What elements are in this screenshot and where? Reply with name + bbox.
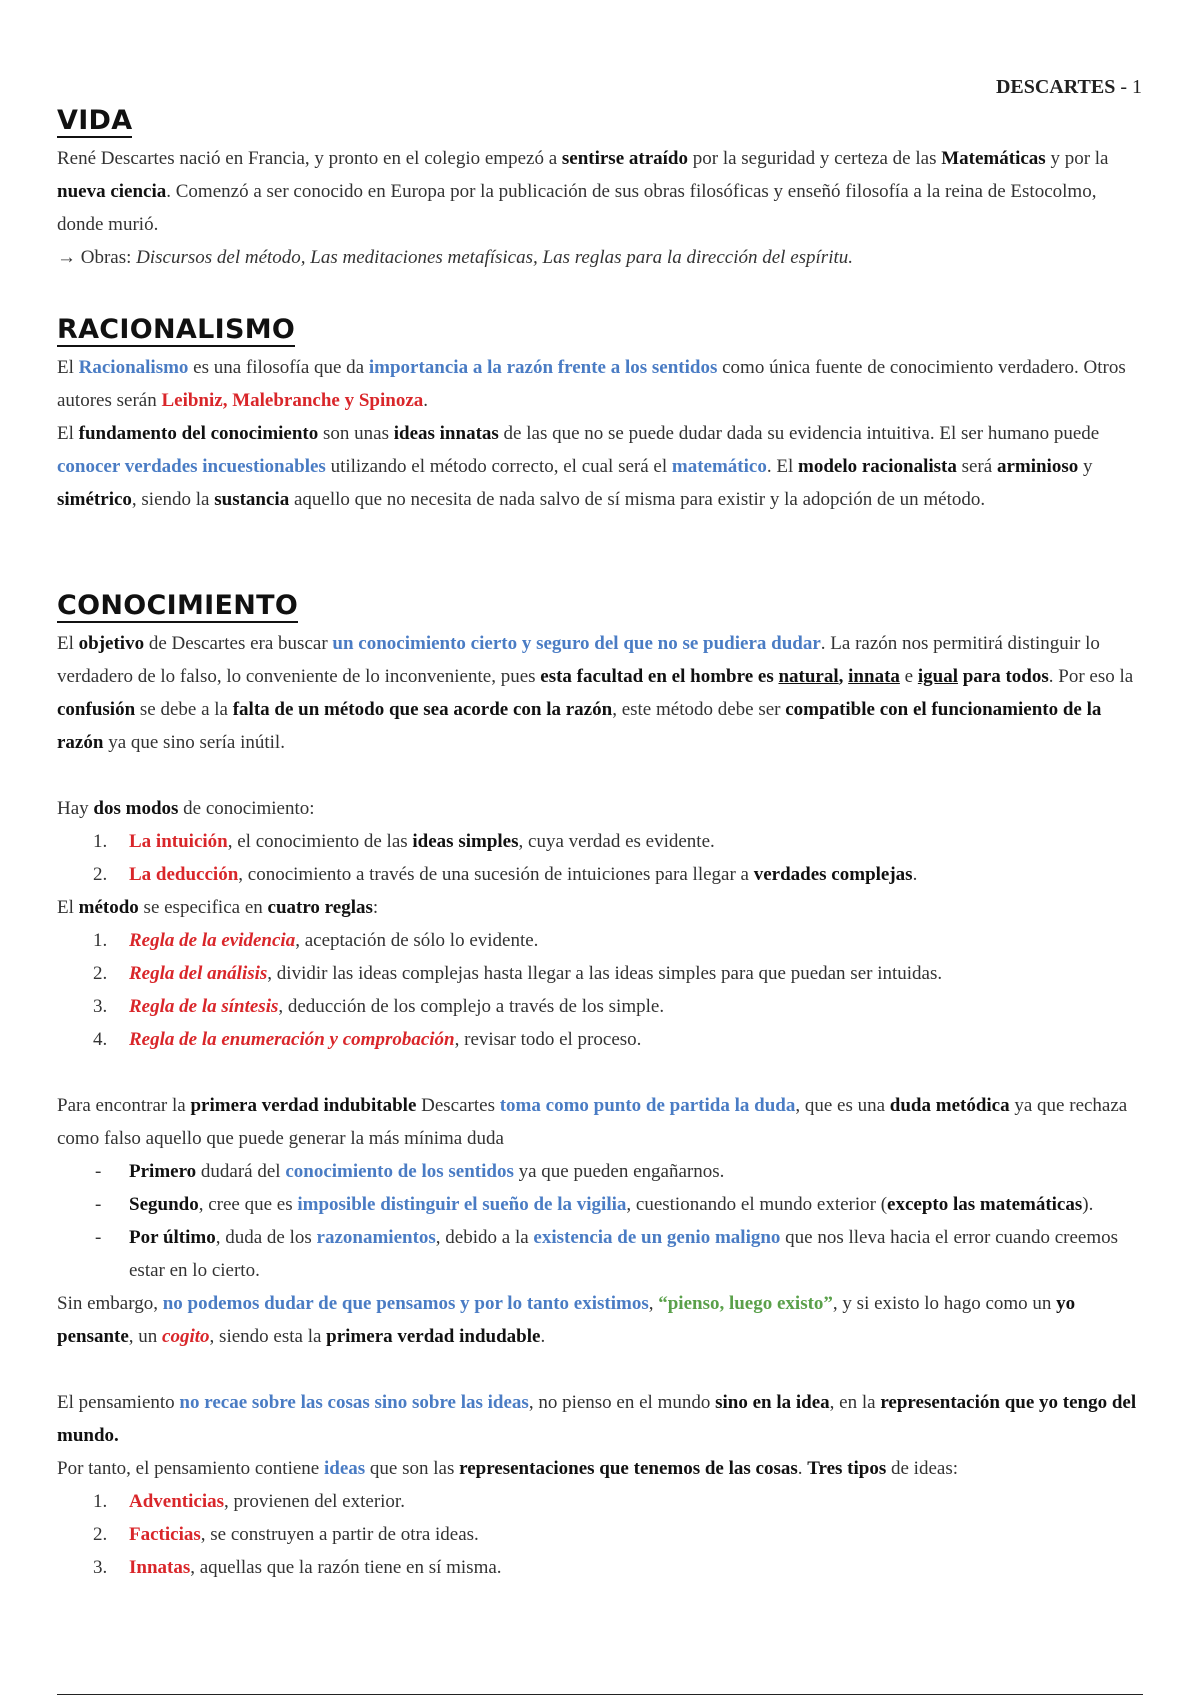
ideas-list: [57, 1485, 1143, 1584]
reglas-list: [57, 924, 1143, 1056]
pensamiento-paragraph: El pensamiento no recae sobre las cosas sino sobre las ideas, no pienso en el mundo sino en la idea, en la representación que yo tengo del mundo.: [57, 1392, 1137, 1446]
section-title-conocimiento: CONOCIMIENTO: [57, 590, 299, 621]
section-conocimiento: [57, 591, 1143, 1584]
racionalismo-paragraph-1: El Racionalismo es una filosofía que da importancia a la razón frente a los sentidos como única fuente de conocimiento verdadero. Otros autores serán Leibniz, Malebranche y Spinoza.: [57, 357, 1126, 411]
list-item: 2. Regla del análisis, dividir las ideas complejas hasta llegar a las ideas simples para que puedan ser intuidas.: [93, 963, 943, 984]
list-item: 3. Regla de la síntesis, deducción de los complejo a través de los simple.: [93, 996, 665, 1017]
ideas-paragraph: Por tanto, el pensamiento contiene ideas que son las representaciones que tenemos de las cosas. Tres tipos de ideas:: [57, 1458, 959, 1479]
list-item: 1. La intuición, el conocimiento de las ideas simples, cuya verdad es evidente.: [93, 831, 715, 852]
list-item: - Por último, duda de los razonamientos, debido a la existencia de un genio maligno que nos lleva hacia el error cuando creemos estar en lo cierto.: [95, 1227, 1119, 1281]
list-item: 3. Innatas, aquellas que la razón tiene en sí misma.: [93, 1557, 502, 1578]
vida-obras: → Obras: Discursos del método, Las meditaciones metafísicas, Las reglas para la dirección del espíritu.: [57, 247, 854, 268]
section-title-vida: VIDA: [57, 105, 133, 136]
section-racionalismo: [57, 315, 1143, 516]
modos-intro: Hay dos modos de conocimiento:: [57, 798, 315, 819]
conocimiento-paragraph-1: El objetivo de Descartes era buscar un conocimiento cierto y seguro del que no se pudiera dudar. La razón nos permitirá distinguir lo verdadero de lo falso, lo conveniente de lo inconveniente, pues esta facultad en el hombre es natural, innata e igual para todos. Por eso la confusión se debe a la falta de un método que sea acorde con la razón, este método debe ser compatible con el funcionamiento de la razón ya que sino sería inútil.: [57, 633, 1134, 753]
duda-paragraph: Para encontrar la primera verdad indubitable Descartes toma como punto de partida la duda, que es una duda metódica ya que rechaza como falso aquello que puede generar la más mínima duda: [57, 1095, 1128, 1149]
list-item: 2. La deducción, conocimiento a través de una sucesión de intuiciones para llegar a verdades complejas.: [93, 864, 918, 885]
list-item: 1. Adventicias, provienen del exterior.: [93, 1491, 405, 1512]
list-item: - Segundo, cree que es imposible distinguir el sueño de la vigilia, cuestionando el mundo exterior (excepto las matemáticas).: [95, 1194, 1094, 1215]
page-header: [996, 76, 1142, 99]
obras-list: Discursos del método, Las meditaciones metafísicas, Las reglas para la dirección del espíritu.: [136, 247, 854, 268]
page-number: 1: [1132, 76, 1142, 98]
list-item: 2. Facticias, se construyen a partir de otra ideas.: [93, 1524, 479, 1545]
metodo-intro: El método se especifica en cuatro reglas:: [57, 897, 379, 918]
header-title: DESCARTES: [995, 76, 1116, 98]
dudas-list: [57, 1155, 1143, 1287]
list-item: 1. Regla de la evidencia, aceptación de sólo lo evidente.: [93, 930, 539, 951]
list-item: 4. Regla de la enumeración y comprobación, revisar todo el proceso.: [93, 1029, 642, 1050]
section-vida: [57, 106, 1143, 274]
modos-list: [57, 825, 1143, 891]
page-divider: [57, 1694, 1143, 1695]
header-sep: -: [1115, 76, 1132, 98]
vida-paragraph: René Descartes nació en Francia, y pronto en el colegio empezó a sentirse atraído por la seguridad y certeza de las Matemáticas y por la nueva ciencia. Comenzó a ser conocido en Europa por la publicación de sus obras filosóficas y enseñó filosofía a la reina de Estocolmo, donde murió.: [57, 148, 1109, 235]
racionalismo-paragraph-2: El fundamento del conocimiento son unas ideas innatas de las que no se puede dudar dada su evidencia intuitiva. El ser humano puede conocer verdades incuestionables utilizando el método correcto, el cual será el matemático. El modelo racionalista será arminioso y simétrico, siendo la sustancia aquello que no necesita de nada salvo de sí misma para existir y la adopción de un método.: [57, 423, 1100, 510]
cogito-paragraph: Sin embargo, no podemos dudar de que pensamos y por lo tanto existimos, “pienso, luego existo”, y si existo lo hago como un yo pensante, un cogito, siendo esta la primera verdad indudable.: [57, 1293, 1076, 1347]
list-item: - Primero dudará del conocimiento de los sentidos ya que pueden engañarnos.: [95, 1161, 725, 1182]
section-title-racionalismo: RACIONALISMO: [57, 314, 296, 345]
